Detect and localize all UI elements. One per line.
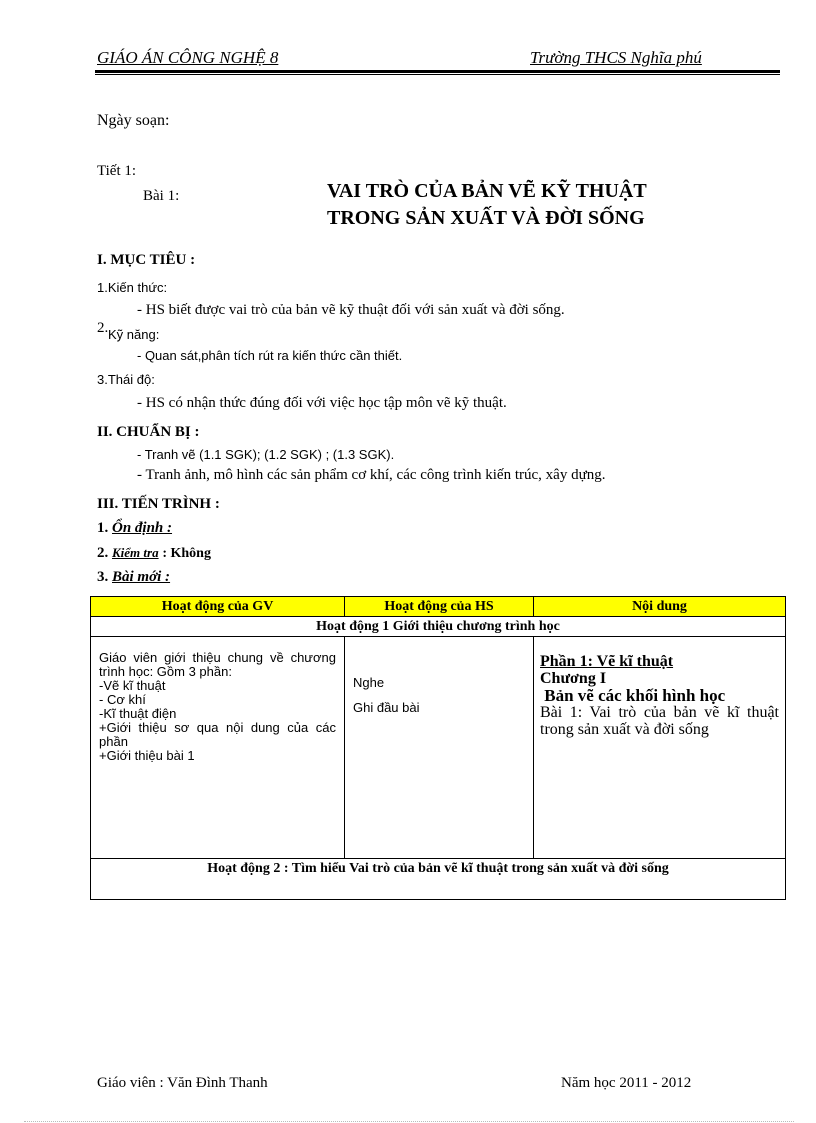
- hs-cell: [345, 637, 534, 859]
- gv-cell: [91, 637, 345, 859]
- on-dinh-item: [97, 520, 172, 537]
- activity2-title: Hoạt động 2 : Tìm hiểu Vai trò của bản vẽ kĩ thuật trong sản xuất và đời sống: [91, 859, 786, 900]
- header-left: GIÁO ÁN CÔNG NGHỆ 8: [97, 48, 279, 67]
- gv-line: -Kĩ thuật điện: [99, 706, 177, 721]
- header-right: Trường THCS Nghĩa phú: [530, 48, 702, 67]
- hs-line: Nghe: [353, 675, 385, 690]
- bai-moi-num: 3.: [97, 569, 109, 585]
- nd-bai: Bài 1: Vai trò của bản vẽ kĩ thuật trong sản xuất và đời sống: [540, 704, 779, 738]
- activity1-row: [91, 617, 786, 637]
- kiem-tra-num: 2.: [97, 545, 109, 561]
- chuan-bi-heading: II. CHUẨN BỊ :: [97, 424, 200, 440]
- tien-trinh-heading: III. TIẾN TRÌNH :: [97, 496, 220, 512]
- kiem-tra-value: : Không: [162, 546, 211, 561]
- kien-thuc-text: - HS biết được vai trò của bản vẽ kỹ thuật đối với sản xuất và đời sống.: [137, 302, 565, 318]
- nd-chuong: Chương I: [540, 670, 607, 687]
- gv-line: +Giới thiệu bài 1: [99, 748, 195, 763]
- gv-line: -Vẽ kĩ thuật: [99, 678, 166, 693]
- ky-nang-text: - Quan sát,phân tích rút ra kiến thức cần thiết.: [137, 348, 403, 363]
- ky-nang-num: 2.: [97, 320, 109, 336]
- nd-phan: Phần 1: Vẽ kĩ thuật: [540, 653, 674, 670]
- table-row: [91, 637, 786, 859]
- header-hs: Hoạt động của HS: [345, 597, 534, 617]
- page-bottom-divider: [24, 1121, 794, 1122]
- ngay-soan: Ngày soạn:: [97, 112, 170, 129]
- bai-moi-item: [97, 569, 170, 586]
- footer-year: Năm học 2011 - 2012: [561, 1075, 692, 1091]
- activity2-row: [91, 859, 786, 900]
- tiet-label: Tiết 1:: [97, 163, 137, 179]
- header-noi-dung: Nội dung: [534, 597, 786, 617]
- bai-moi-label: Bài mới :: [112, 569, 171, 585]
- on-dinh-label: Ổn định :: [112, 520, 173, 536]
- on-dinh-num: 1.: [97, 520, 109, 536]
- chuan-bi-item2: - Tranh ảnh, mô hình các sản phẩm cơ khí, các công trình kiến trúc, xây dựng.: [137, 467, 606, 483]
- nd-ban-ve: Bản vẽ các khối hình học: [540, 686, 726, 705]
- activity1-title: Hoạt động 1 Giới thiệu chương trình học: [91, 617, 786, 637]
- gv-line: +Giới thiệu sơ qua nội dung của các phần: [99, 720, 336, 749]
- header-gv: Hoạt động của GV: [91, 597, 345, 617]
- header-divider: [95, 70, 780, 75]
- table-header-row: [91, 597, 786, 617]
- kiem-tra-label: Kiểm tra: [112, 545, 159, 560]
- chuan-bi-item1: - Tranh vẽ (1.1 SGK); (1.2 SGK) ; (1.3 SGK).: [137, 447, 395, 462]
- page-title-line1: VAI TRÒ CỦA BẢN VẼ KỸ THUẬT: [327, 180, 647, 202]
- gv-line: - Cơ khí: [99, 692, 146, 707]
- thai-do-text: - HS có nhận thức đúng đối với việc học tập môn vẽ kỹ thuật.: [137, 395, 507, 411]
- gv-line: Giáo viên giới thiệu chung về chương trình học: Gồm 3 phần:: [99, 650, 336, 679]
- thai-do-label: 3.Thái độ:: [97, 372, 155, 387]
- footer-teacher: Giáo viên : Văn Đình Thanh: [97, 1075, 268, 1091]
- kiem-tra-item: [97, 545, 211, 562]
- bai-label: Bài 1:: [143, 188, 180, 204]
- kien-thuc-label: 1.Kiến thức:: [97, 280, 168, 295]
- ky-nang-label: Kỹ năng:: [108, 327, 160, 342]
- page-title-line2: TRONG SẢN XUẤT VÀ ĐỜI SỐNG: [327, 207, 645, 229]
- hs-line: Ghi đầu bài: [353, 700, 420, 715]
- muc-tieu-heading: I. MỤC TIÊU :: [97, 252, 196, 268]
- noi-dung-cell: [534, 637, 786, 859]
- lesson-table: [90, 596, 786, 900]
